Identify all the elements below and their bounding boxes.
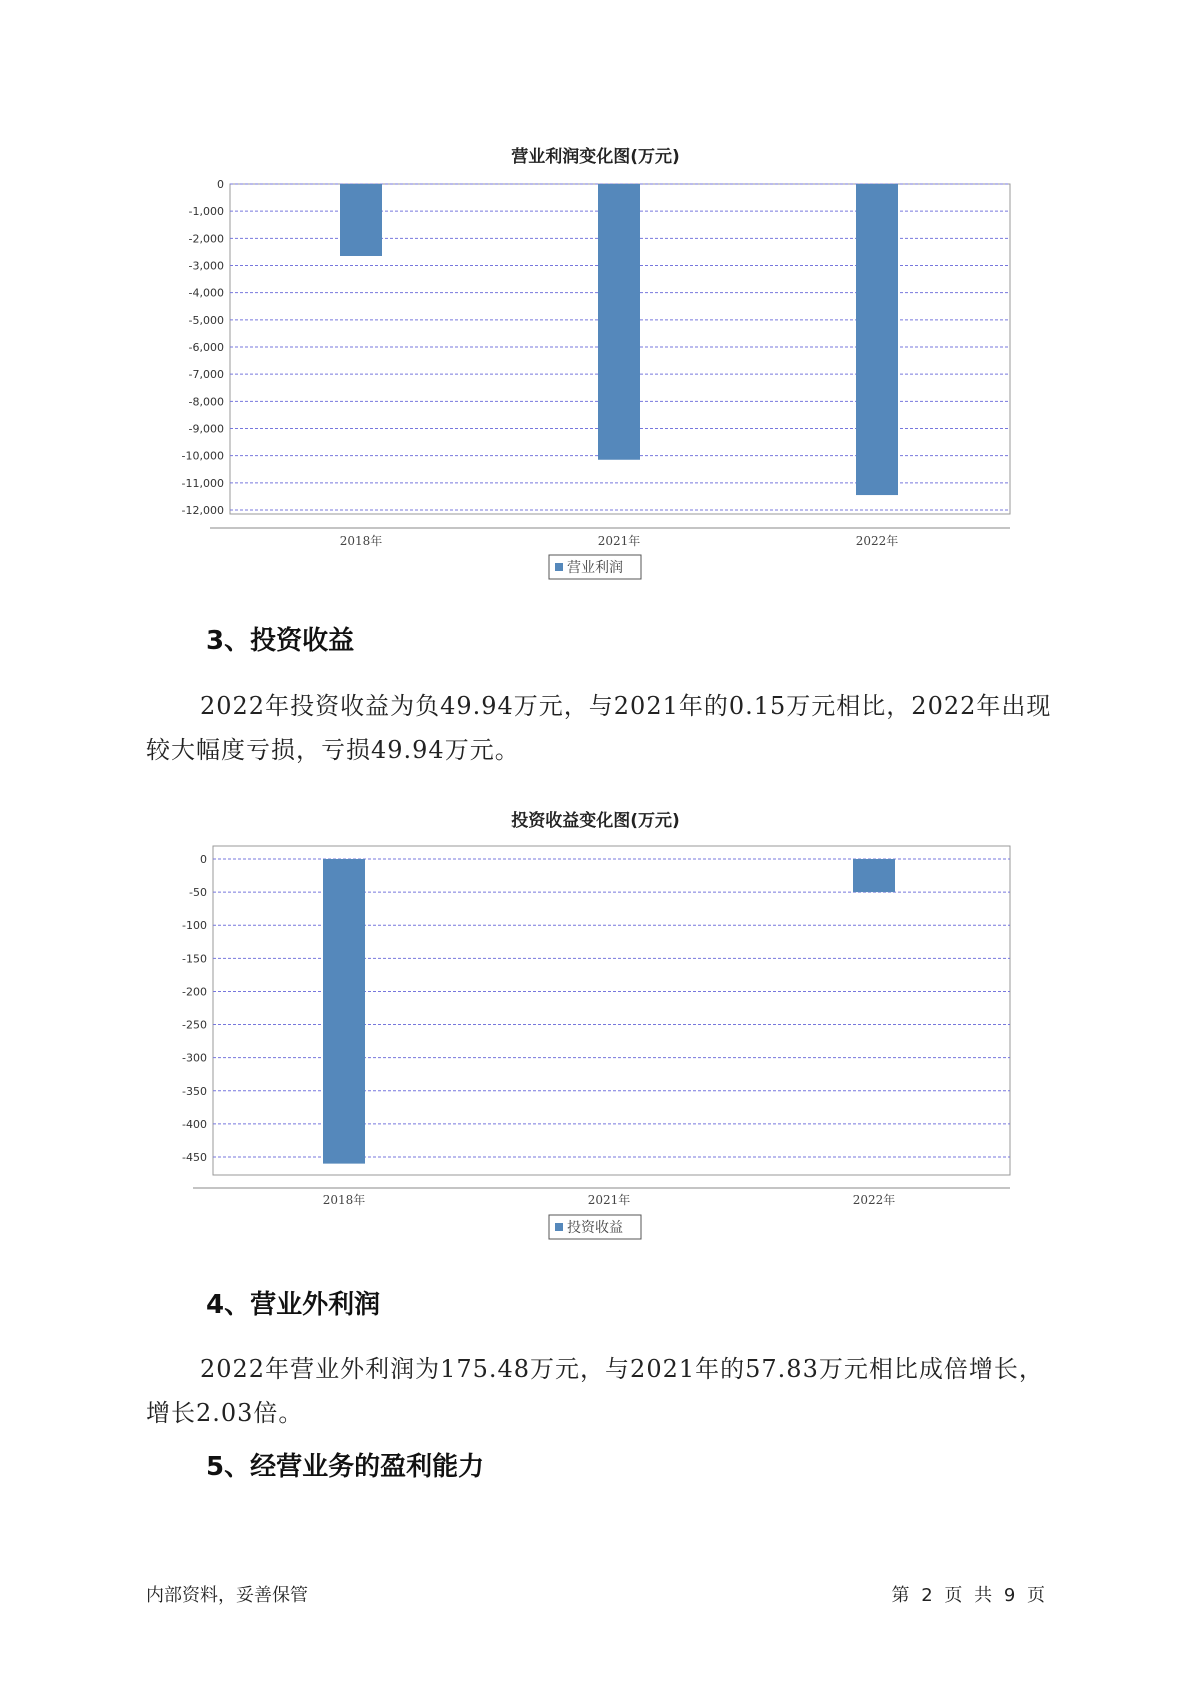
y-tick-label: -10,000 [181,449,224,463]
bar-2018年 [340,184,382,256]
bar-2021年 [598,184,640,460]
y-tick-label: -6,000 [188,341,224,354]
chart-title-investment-income: 投资收益变化图(万元) [511,811,680,831]
bar-2022年 [853,859,895,892]
legend-swatch [555,1223,563,1231]
y-tick-label: -450 [182,1151,207,1164]
x-tick-label: 2018年 [322,1193,366,1207]
y-tick-label: -100 [182,919,207,933]
y-tick-label: 0 [217,178,224,191]
investment-income-chart [0,830,1191,1270]
y-tick-label: -50 [189,886,207,900]
y-tick-label: -12,000 [181,504,224,517]
y-tick-label: -7,000 [188,368,224,382]
y-tick-label: -3,000 [188,259,224,273]
y-tick-label: -1,000 [188,205,224,219]
y-tick-label: -400 [182,1117,207,1131]
chart-title-operating-profit: 营业利润变化图(万元) [511,147,680,167]
legend-label: 营业利润 [567,560,623,576]
section-3-paragraph: 2022年投资收益为负49.94万元，与2021年的0.15万元相比，2022年出现较大幅度亏损，亏损49.94万元。 [146,692,1052,764]
y-tick-label: -2,000 [188,232,224,246]
section-3-heading: 3、投资收益 [206,626,355,656]
operating-profit-chart [0,160,1191,600]
y-tick-label: -150 [182,952,207,966]
x-tick-label: 2022年 [855,534,899,548]
y-tick-label: -8,000 [188,395,224,409]
y-tick-label: -350 [182,1084,207,1098]
legend-swatch [555,563,563,571]
section-5-heading: 5、经营业务的盈利能力 [206,1452,485,1482]
bar-2022年 [856,184,898,495]
x-tick-label: 2021年 [587,1193,631,1207]
footer-confidential-note: 内部资料，妥善保管 [146,1585,308,1606]
section-4-heading: 4、营业外利润 [206,1290,381,1320]
x-tick-label: 2021年 [597,534,641,548]
y-tick-label: -250 [182,1018,207,1032]
y-tick-label: -300 [182,1051,207,1065]
x-tick-label: 2018年 [339,534,383,548]
y-tick-label: -11,000 [181,476,224,490]
x-tick-label: 2022年 [852,1193,896,1207]
footer-page-number: 第 2 页 共 9 页 [891,1585,1045,1606]
y-tick-label: -200 [182,985,207,999]
y-tick-label: 0 [200,853,207,866]
bar-2018年 [323,859,365,1164]
legend-label: 投资收益 [567,1220,623,1236]
section-4-paragraph: 2022年营业外利润为175.48万元，与2021年的57.83万元相比成倍增长，增长2.03倍。 [146,1355,1044,1427]
y-tick-label: -4,000 [188,286,224,300]
y-tick-label: -5,000 [188,313,224,327]
y-tick-label: -9,000 [188,422,224,436]
